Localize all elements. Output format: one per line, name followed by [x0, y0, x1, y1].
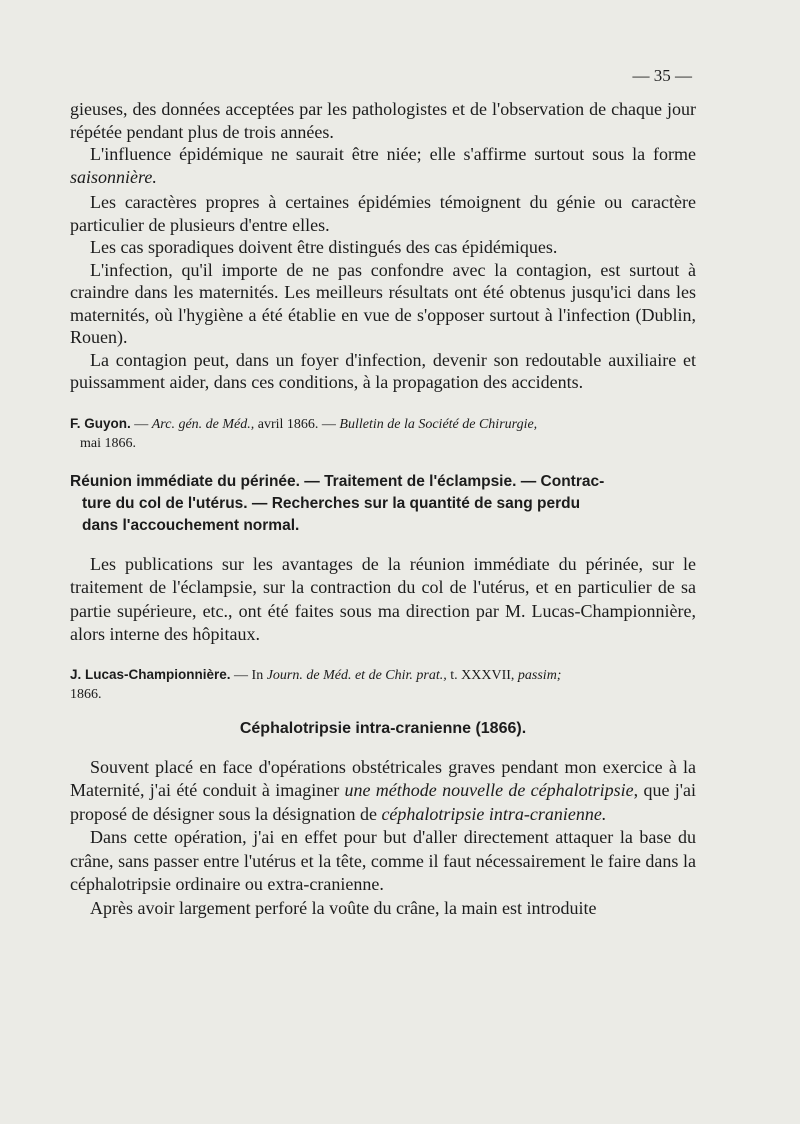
reference-volume: t. XXXVII,: [446, 667, 518, 683]
paragraph-8-text-b: , que j'ai proposé de désigner sous la désignation de: [70, 780, 696, 824]
reference-author-2: J. Lucas-Championnière.: [70, 666, 231, 682]
reference-author: F. Guyon.: [70, 415, 131, 431]
reference-journal-3: Journ. de Méd. et de Chir. prat.,: [266, 667, 447, 683]
reference-lucas: [70, 665, 696, 704]
paragraph-9: Dans cette opération, j'ai en effet pour but d'aller directement attaquer la base du crâne, sans passer entre l'utérus et la tête, comme il faut nécessairement le faire dans la céphalotripsie ordinaire ou extra-cranienne.: [70, 827, 696, 894]
reference-year: 1866.: [70, 686, 102, 702]
paragraph-6: La contagion peut, dans un foyer d'infection, devenir son redoutable auxiliaire et puissamment aider, dans ces conditions, à la propagation des accidents.: [70, 349, 696, 392]
reference-passim: passim;: [517, 667, 562, 683]
reference-separator-2: — In: [230, 667, 267, 683]
paragraph-2-text: L'influence épidémique ne saurait être niée; elle s'affirme surtout sous la forme: [90, 144, 696, 164]
paragraph-2: [70, 143, 696, 188]
paragraph-8-text-a: Souvent placé en face d'opérations obstétricales graves pendant mon exercice à la Maternité, j'ai été conduit à imaginer: [70, 756, 696, 800]
reference-separator: —: [130, 416, 152, 432]
reference-journal-2: Bulletin de la Société de Chirurgie,: [339, 416, 538, 432]
reference-journal: Arc. gén. de Méd.,: [151, 416, 255, 432]
paragraph-7: Les publications sur les avantages de la réunion immédiate du périnée, sur le traitement de l'éclampsie, sur la contraction du col de l'utérus, et en particulier de sa partie supérieure, etc., ont été faites sous ma direction par M. Lucas-Championnière, alors interne des hôpitaux.: [70, 553, 696, 644]
paragraph-10: Après avoir largement perforé la voûte du crâne, la main est introduite: [90, 897, 597, 918]
paragraph-8-italic-1: une méthode nouvelle de céphalotripsie: [344, 780, 634, 800]
paragraph-8: [70, 756, 696, 827]
page-number: — 35 —: [632, 66, 692, 85]
section-title-line-2: ture du col de l'utérus. — Recherches sur la quantité de sang perdu: [82, 494, 581, 512]
reference-date-2: mai 1866.: [80, 435, 136, 451]
paragraph-4: Les cas sporadiques doivent être distingués des cas épidémiques.: [90, 237, 558, 257]
section-title-cephalotripsie: Céphalotripsie intra-cranienne (1866).: [239, 719, 527, 737]
paragraph-3: Les caractères propres à certaines épidémies témoignent du génie ou caractère particulier de plusieurs d'entre elles.: [70, 192, 696, 235]
section-title-line-3: dans l'accouchement normal.: [82, 516, 300, 534]
section-title-line-1: Réunion immédiate du périnée. — Traitement de l'éclampsie. — Contrac-: [70, 472, 605, 490]
reference-guyon: [70, 414, 696, 453]
paragraph-5: L'infection, qu'il importe de ne pas confondre avec la contagion, est surtout à craindre dans les maternités. Les meilleurs résultats ont été obtenus jusqu'ici dans les maternités, où l'hygiène a été établie en vue de s'opposer surtout à l'infection (Dublin, Rouen).: [70, 259, 696, 347]
paragraph-1: gieuses, des données acceptées par les pathologistes et de l'observation de chaque jour répétée pendant plus de trois années.: [70, 99, 696, 142]
reference-date: avril 1866. —: [254, 416, 340, 432]
section-title-reunion: [70, 471, 696, 537]
paragraph-2-italic: saisonnière.: [70, 166, 157, 187]
paragraph-8-italic-2: céphalotripsie intra-cranienne.: [381, 803, 607, 824]
